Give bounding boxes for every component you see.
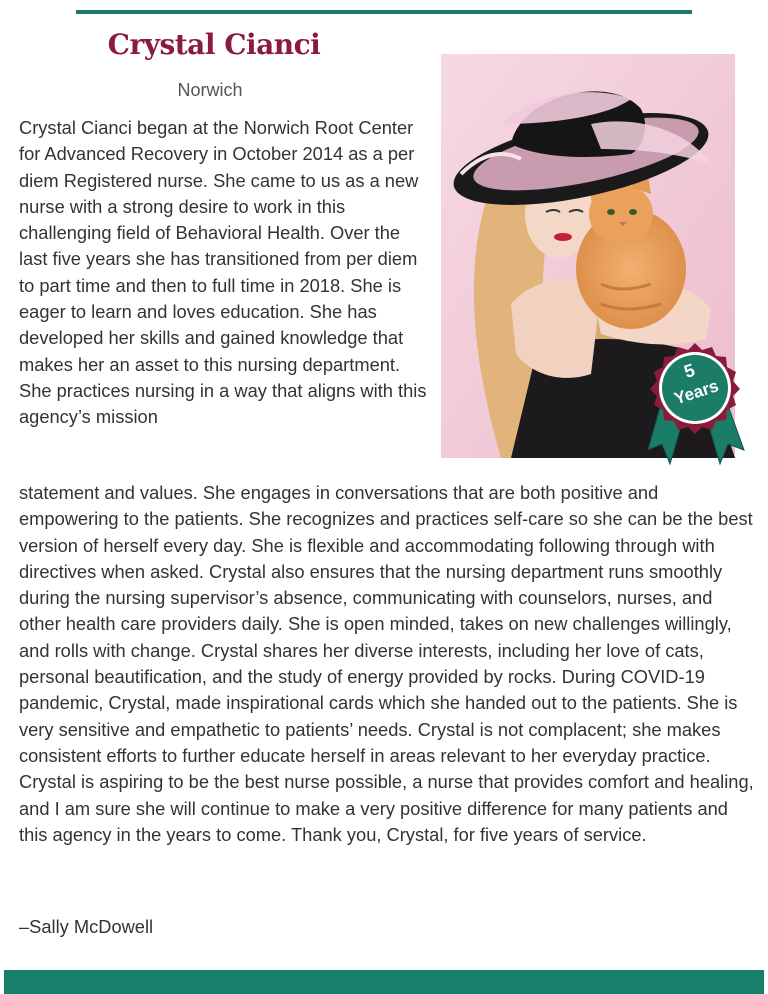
- bottom-footer-bar: [4, 970, 764, 994]
- top-divider: [76, 10, 692, 14]
- employee-location: Norwich: [177, 80, 243, 100]
- continuation-paragraph: statement and values. She engages in conversations that are both positive and empowering to the patients. She recognizes and practices self-care so she can be the best version of herself every day. She is flexible and accommodating following through with directives when asked. Crystal also ensures that the nursing department runs smoothly during the nursing supervisor’s absence, communicating with counselors, nurses, and other health care providers daily. She is open minded, takes on new challenges willingly, and rolls with change. Crystal shares her diverse interests, including her love of cats, personal beautification, and the study of energy provided by rocks. During COVID-19 pandemic, Crystal, made inspirational cards which she handed out to the patients. She is very sensitive and empathetic to patients’ needs. Crystal is not complacent; she makes consistent efforts to further educate herself in areas relevant to her everyday practice. Crystal is aspiring to be the best nurse possible, a nurse that provides comfort and healing, and I am sure she will continue to make a very positive difference for many patients and this agency in the years to come. Thank you, Crystal, for five years of service.: [19, 482, 754, 845]
- employee-name: Crystal Cianci: [107, 28, 321, 61]
- five-years-badge: [640, 338, 750, 476]
- badge-label: Years: [671, 376, 721, 409]
- badge-number: 5: [681, 359, 698, 382]
- author-signature: –Sally McDowell: [19, 916, 154, 937]
- intro-paragraph: Crystal Cianci began at the Norwich Root Center for Advanced Recovery in October 2014 as a per diem Registered nurse. She came to us as a new nurse with a strong desire to work in this challenging field of Behavioral Health. Over the last five years she has transitioned from per diem to part time and then to full time in 2018. She is eager to learn and loves education. She has developed her skills and gained knowledge that makes her an asset to this nursing department. She practices nursing in a way that aligns with this agency’s mission: [19, 117, 427, 428]
